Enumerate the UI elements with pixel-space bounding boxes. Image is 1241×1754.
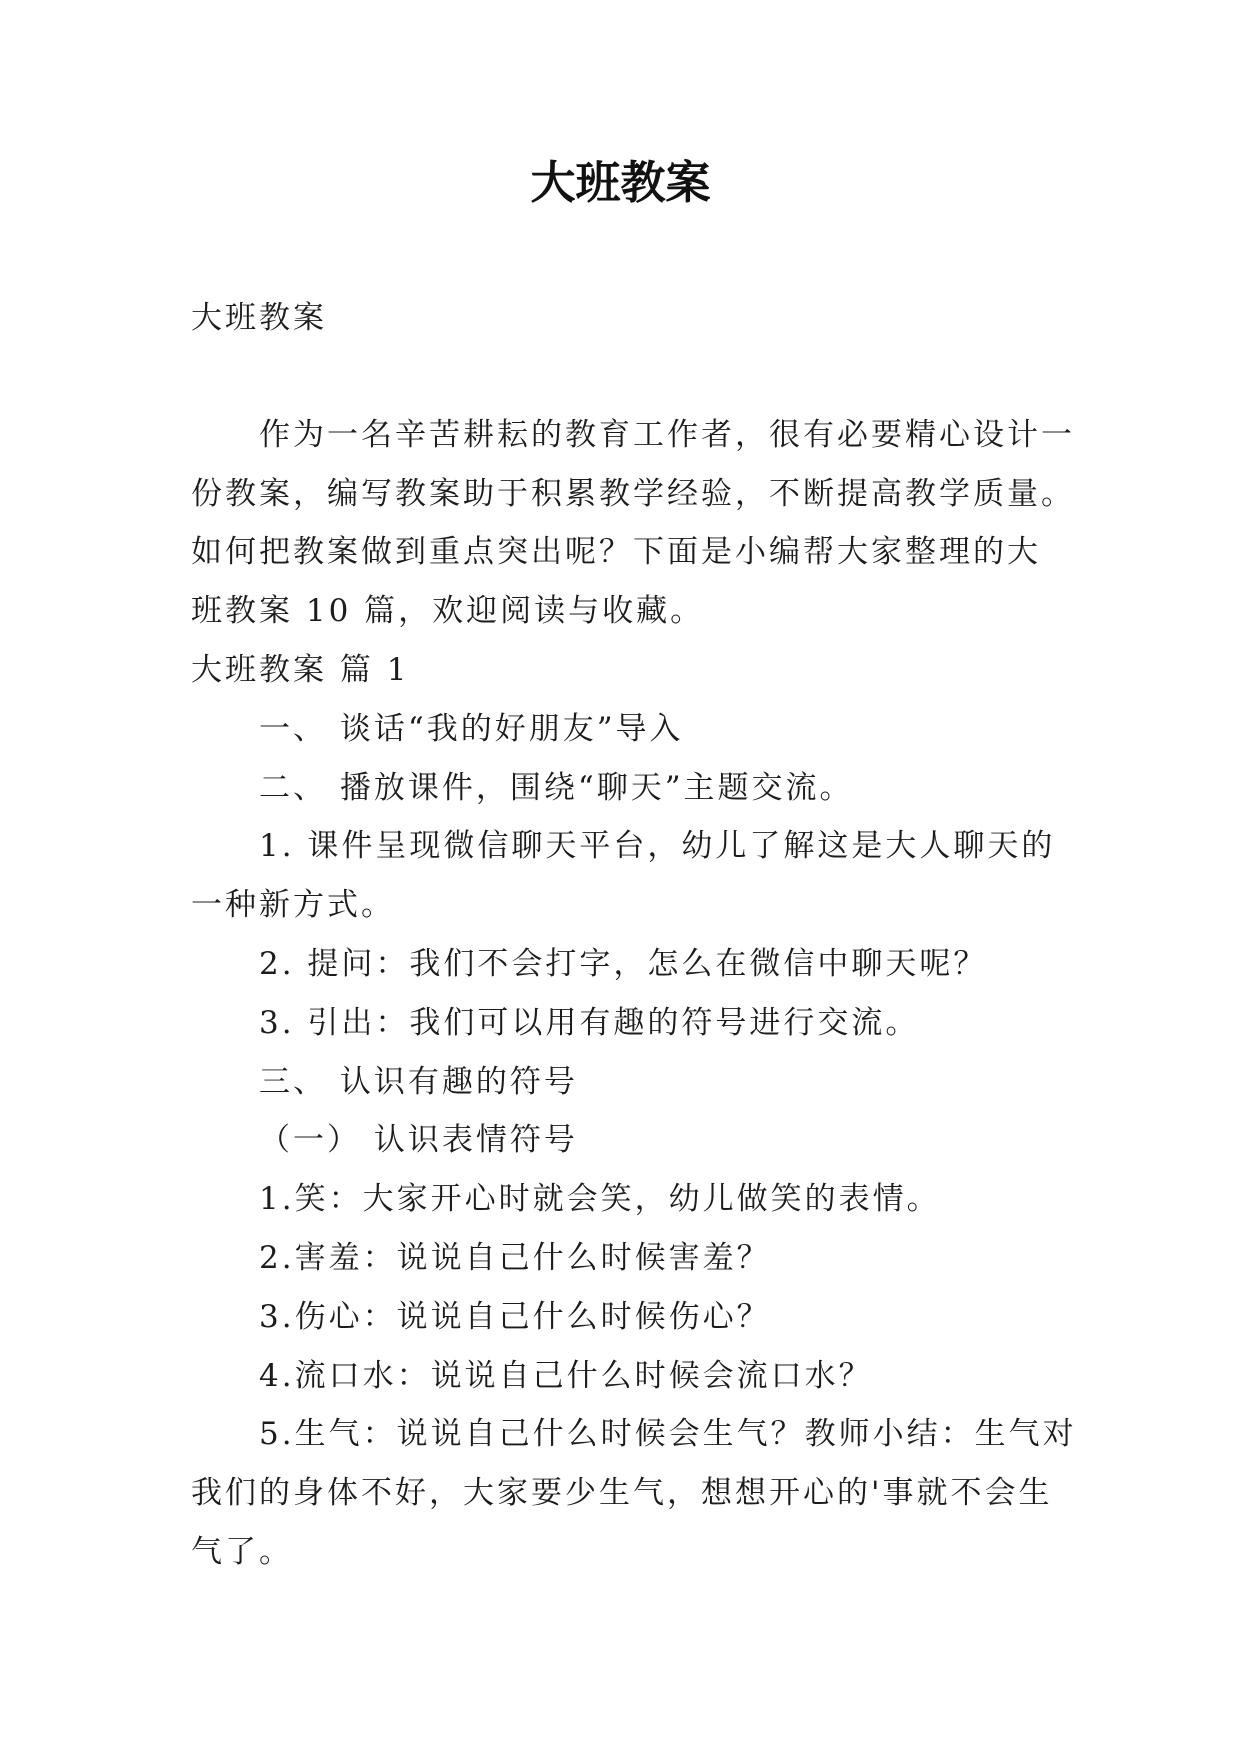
body-line: 3.伤心：说说自己什么时候伤心？	[259, 1298, 771, 1335]
intro-line: 份教案，编写教案助于积累教学经验，不断提高教学质量。	[191, 475, 1075, 512]
lesson-body	[191, 700, 1151, 1582]
body-line: 1.笑：大家开心时就会笑，幼儿做笑的表情。	[259, 1181, 941, 1218]
body-line: 4.流口水：说说自己什么时候会流口水？	[259, 1357, 873, 1394]
body-line: 我们的身体不好，大家要少生气，想想开心的'事就不会生	[191, 1475, 1053, 1512]
body-line: 2. 提问：我们不会打字，怎么在微信中聊天呢？	[259, 945, 988, 982]
document-subtitle: 大班教案	[191, 300, 327, 336]
section-heading: 大班教案 篇 1	[191, 651, 410, 688]
body-line: 一、 谈话“我的好朋友”导入	[259, 710, 684, 747]
body-line: 气了。	[191, 1533, 293, 1570]
intro-paragraph	[191, 406, 1151, 641]
document-content	[191, 289, 1151, 1582]
intro-line: 班教案 10 篇，欢迎阅读与收藏。	[191, 593, 705, 630]
body-line: （一） 认识表情符号	[259, 1122, 578, 1159]
body-line: 3. 引出：我们可以用有趣的符号进行交流。	[259, 1004, 920, 1041]
body-line: 二、 播放课件，围绕“聊天”主题交流。	[259, 769, 854, 806]
body-line: 三、 认识有趣的符号	[259, 1063, 578, 1100]
body-line: 一种新方式。	[191, 887, 395, 924]
body-line: 5.生气：说说自己什么时候会生气？教师小结：生气对	[259, 1416, 1077, 1453]
document-title: 大班教案	[530, 156, 711, 209]
body-line: 1. 课件呈现微信聊天平台，幼儿了解这是大人聊天的	[259, 828, 1056, 865]
intro-line: 作为一名辛苦耕耘的教育工作者，很有必要精心设计一	[259, 416, 1075, 453]
body-line: 2.害羞：说说自己什么时候害羞？	[259, 1239, 771, 1276]
intro-line: 如何把教案做到重点突出呢？下面是小编帮大家整理的大	[191, 534, 1041, 571]
